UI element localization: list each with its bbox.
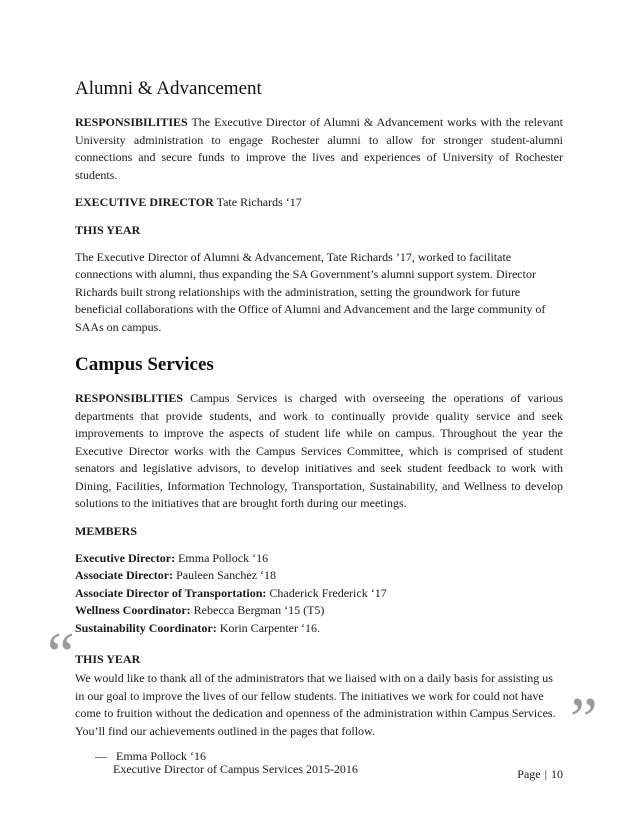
close-quote-icon: ”: [570, 686, 598, 754]
alumni-this-year-label: THIS YEAR: [75, 222, 141, 237]
alumni-director: [75, 194, 563, 212]
member-name: Rebecca Bergman ‘15 (T5): [193, 603, 325, 617]
member-name: Emma Pollock ‘16: [178, 550, 269, 565]
footer-separator: |: [544, 767, 547, 781]
campus-resp-text: Campus Services is charged with overseeing the operations of various departments that provide students, and work to continually provide quality service and seek improvements to improve the aspects of student life while on campus. Throughout the year the Executive Director works with the Campus Services Committee, which is comprised of student senators and legislative advisors, to develop initiatives and seek student feedback to work with Dining, Facilities, Information Technology, Transportation, Sustainability, and Wellness to develop solutions to the initiatives that are brought forth during our meetings.: [75, 391, 563, 510]
campus-members-label: MEMBERS: [75, 523, 138, 538]
attribution-dash: —: [95, 749, 107, 763]
alumni-responsibilities: [75, 114, 563, 184]
member-role: Associate Director of Transportation:: [75, 585, 267, 600]
member-name: Chaderick Frederick ‘17: [269, 585, 387, 600]
campus-section-title: Campus Services: [75, 354, 214, 375]
member-role: Executive Director:: [75, 550, 176, 565]
alumni-director-name: Tate Richards ‘17: [216, 195, 302, 209]
footer-page-number: 10: [551, 767, 563, 781]
campus-responsibilities: [75, 390, 563, 513]
campus-this-year-label: THIS YEAR: [75, 652, 141, 666]
member-item: [75, 620, 563, 638]
alumni-resp-label: RESPONSIBILITIES: [75, 115, 188, 129]
member-name: Pauleen Sanchez ‘18: [176, 568, 277, 582]
alumni-director-label: EXECUTIVE DIRECTOR: [75, 195, 214, 209]
footer-page-label: Page: [517, 767, 541, 781]
alumni-resp-text: The Executive Director of Alumni & Advancement works with the relevant University administration to engage Rochester alumni to allow for stronger student-alumni connections and secure funds to improve the lives and experiences of University of Rochester students.: [75, 115, 563, 182]
attribution-name: Emma Pollock ‘16: [116, 749, 206, 763]
campus-resp-label: RESPONSIBLITIES: [75, 391, 184, 405]
member-role: Associate Director:: [75, 568, 174, 582]
member-role: Sustainability Coordinator:: [75, 620, 217, 635]
quote-attribution: [95, 750, 563, 776]
page-content: [75, 78, 563, 776]
open-quote-icon: “: [47, 621, 75, 689]
members-list: [75, 550, 563, 638]
page-footer: [517, 767, 563, 782]
attribution-title: Executive Director of Campus Services 2015-2016: [113, 762, 358, 776]
campus-quote-text: We would like to thank all of the administrators that we liaised with on a daily basis for assisting us in our goal to improve the lives of our fellow students. The initiatives we work for could not have come to fruition without the dedication and openness of the administration within Campus Services. You’ll find our achievements outlined in the pages that follow.: [75, 671, 556, 738]
alumni-this-year-text: The Executive Director of Alumni & Advancement, Tate Richards ’17, worked to facilitate connections with alumni, thus expanding the SA Government’s alumni support system. Director Richards built strong relationships with the administration, setting the groundwork for future beneficial collaborations with the Office of Alumni and Advancement and the large community of SAAs on campus.: [75, 249, 546, 334]
member-name: Korin Carpenter ‘16.: [219, 620, 320, 635]
member-item: [75, 602, 563, 620]
alumni-section-title: Alumni & Advancement: [75, 78, 262, 99]
member-item: [75, 567, 563, 585]
member-item: [75, 550, 563, 568]
member-role: Wellness Coordinator:: [75, 603, 191, 617]
member-item: [75, 585, 563, 603]
